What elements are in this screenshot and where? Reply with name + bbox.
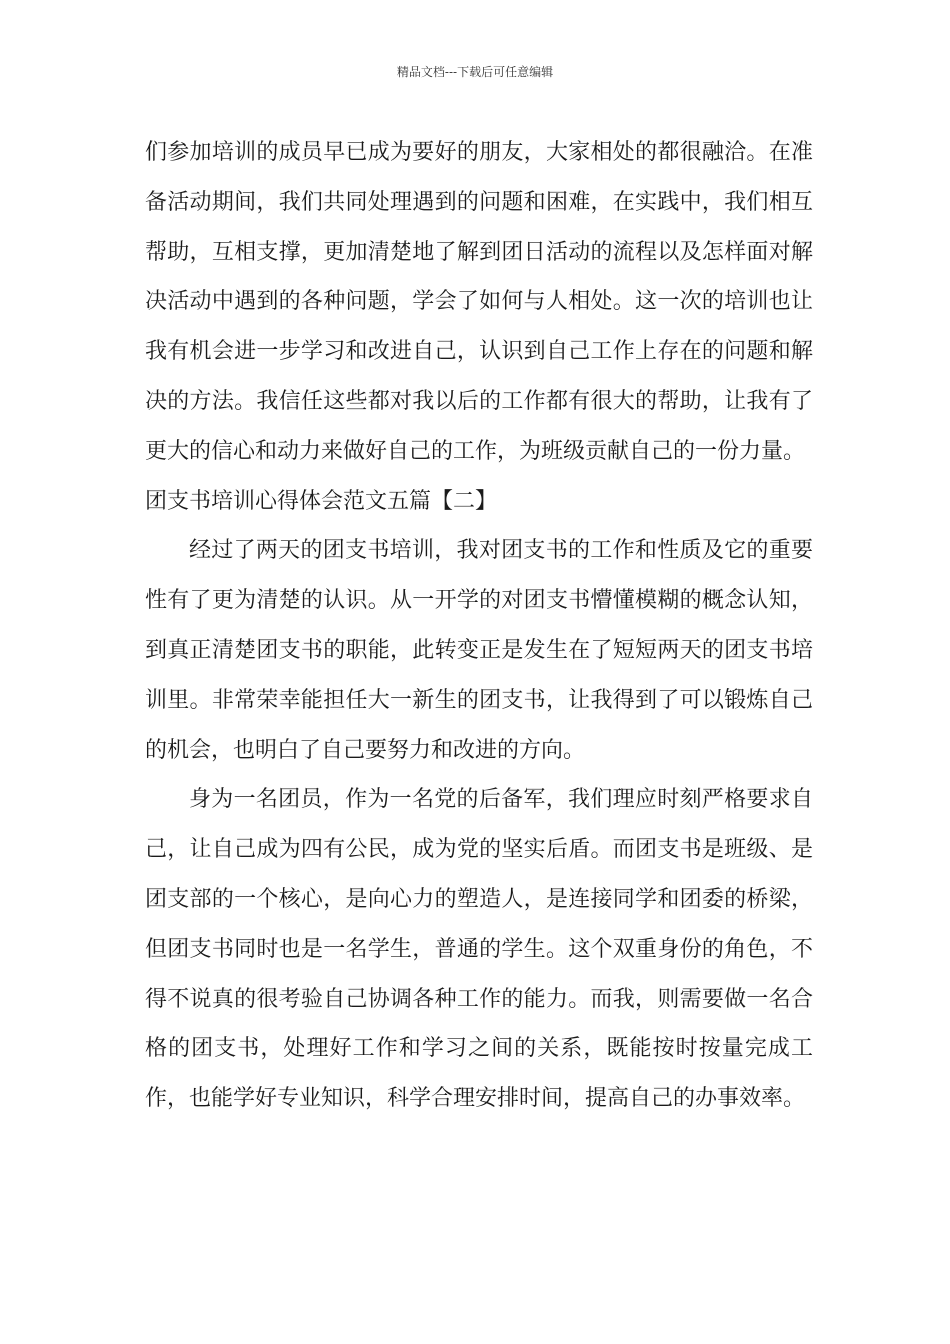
section-heading: 团支书培训心得体会范文五篇【二】: [145, 488, 498, 514]
page-header: 精品文档---下载后可任意编辑: [396, 65, 554, 79]
document-body: [145, 128, 813, 1124]
paragraph-1: 经过了两天的团支书培训，我对团支书的工作和性质及它的重要性有了更为清楚的认识。从一开学的对团支书懵懂模糊的概念认知，到真正清楚团支书的职能，此转变正是发生在了短短两天的团支书培训里。非常荣幸能担任大一新生的团支书，让我得到了可以锻炼自己的机会，也明白了自己要努力和改进的方向。: [145, 538, 813, 763]
paragraph-continuation: 们参加培训的成员早已成为要好的朋友，大家相处的都很融洽。在准备活动期间，我们共同处理遇到的问题和困难，在实践中，我们相互帮助，互相支撑，更加清楚地了解到团日活动的流程以及怎样面对解决活动中遇到的各种问题，学会了如何与人相处。这一次的培训也让我有机会进一步学习和改进自己，认识到自己工作上存在的问题和解决的方法。我信任这些都对我以后的工作都有很大的帮助，让我有了更大的信心和动力来做好自己的工作，为班级贡献自己的一份力量。: [145, 140, 813, 464]
paragraph-2: 身为一名团员，作为一名党的后备军，我们理应时刻严格要求自己，让自己成为四有公民，成为党的坚实后盾。而团支书是班级、是团支部的一个核心，是向心力的塑造人，是连接同学和团委的桥梁，但团支书同时也是一名学生，普通的学生。这个双重身份的角色，不得不说真的很考验自己协调各种工作的能力。而我，则需要做一名合格的团支书，处理好工作和学习之间的关系，既能按时按量完成工作，也能学好专业知识，科学合理安排时间，提高自己的办事效率。: [145, 787, 813, 1112]
